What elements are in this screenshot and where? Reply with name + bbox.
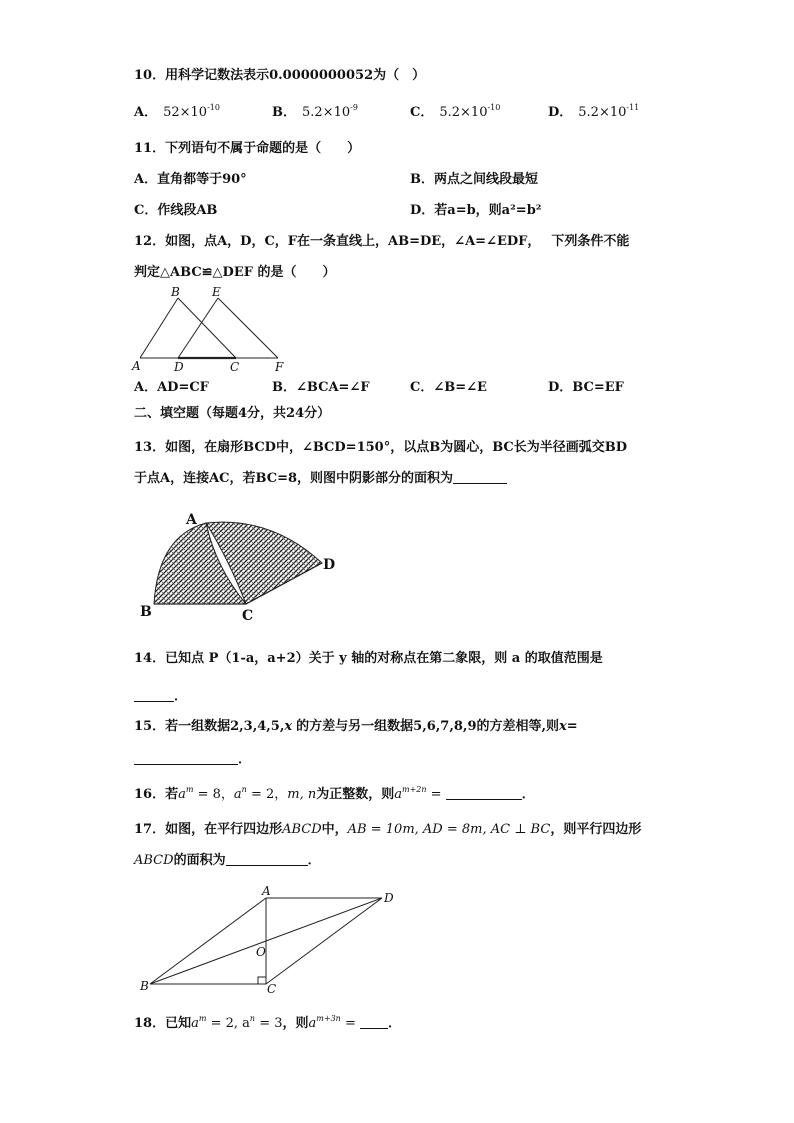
q13-stem-line2: 于点A，连接AC，若BC=8，则图中阴影部分的面积为 [134,470,507,488]
q12-option-d: D．BC=EF [548,380,624,395]
q13-label-d: D [323,557,336,573]
q13-label-b: B [140,604,152,620]
q12-option-b: B．∠BCA=∠F [272,380,370,395]
q15-stem: 15．若一组数据2,3,4,5,x 的方差与另一组数据5,6,7,8,9的方差相等,则x= [134,719,578,734]
q11-option-a: A．直角都等于90° [134,172,247,187]
q16-stem: 16．若$a^m = 8$，$a^n = 2$，m, n为正整数，则$a^{m+2n}$ = ． [134,785,535,802]
q12-label-f: F [275,360,284,374]
q10-option-b: B． $5.2\times 10^{-9}$ [272,103,358,120]
q13-label-a: A [186,512,197,528]
q11-option-c: C．作线段AB [134,203,218,218]
q11-option-d: D．若a=b，则a²=b² [410,203,542,218]
q11-option-b: B．两点之间线段最短 [410,172,538,187]
q12-label-b: B [171,285,180,299]
q17-label-d: D [384,891,394,905]
q17-stem-line2: ABCD的面积为 ． [134,853,321,868]
q16-answer-blank[interactable] [446,787,522,800]
q15-answer-blank[interactable] [134,752,238,765]
q13-label-c: C [242,608,254,624]
q13-sector-figure [136,506,346,626]
q17-parallelogram-figure [136,884,406,996]
section-heading: 二、填空题（每题4分，共24分） [134,406,331,421]
q10-option-d: D． $5.2\times 10^{-11}$ [548,103,640,120]
q18-answer-blank[interactable] [360,1016,388,1029]
q10-option-c: C． $5.2\times 10^{-10}$ [410,103,501,120]
q14-answer-blank[interactable] [134,689,174,702]
q12-label-d: D [174,360,184,374]
q12-stem-line1: 12．如图，点A，D，C，F在一条直线上，AB=DE，∠A=∠EDF， 下列条件不能 [134,234,630,249]
q12-label-a: A [132,359,141,373]
q12-option-a: A．AD=CF [134,380,209,395]
q10-stem: 10．用科学记数法表示0.0000000052为（ ） [134,68,426,83]
q10-option-a: A． $52\times 10^{-10}$ [134,103,220,120]
q14-stem: 14．已知点 P（1-a，a+2）关于 y 轴的对称点在第二象限，则 a 的取值范围是 [134,651,603,666]
q12-option-c: C．∠B=∠E [410,380,487,395]
q12-stem-line2: 判定△ABC≌△DEF 的是（ ） [134,265,336,280]
q17-stem-line1: 17．如图，在平行四边形ABCD中，AB = 10m, AD = 8m, AC ⊥ BC，则平行四边形 [134,822,642,837]
q17-label-a: A [262,884,271,898]
q12-label-c: C [230,360,240,374]
q15-answer-line: ． [134,751,251,769]
q17-answer-blank[interactable] [226,853,308,866]
q17-label-o: O [256,945,266,959]
q14-answer-line: ． [134,688,187,706]
q17-label-c: C [267,982,277,996]
q12-label-e: E [212,285,221,299]
q11-stem: 11．下列语句不属于命题的是（ ） [134,141,361,156]
q12-triangle-figure [128,284,298,376]
q17-label-b: B [140,979,149,993]
q13-answer-blank[interactable] [453,471,507,484]
q13-stem-line1: 13．如图，在扇形BCD中，∠BCD=150°，以点B为圆心，BC长为半径画弧交BD [134,440,628,455]
q18-stem: 18．已知$a^m = 2$, $a^n = 3$，则$a^{m+3n}$ = ． [134,1014,401,1031]
